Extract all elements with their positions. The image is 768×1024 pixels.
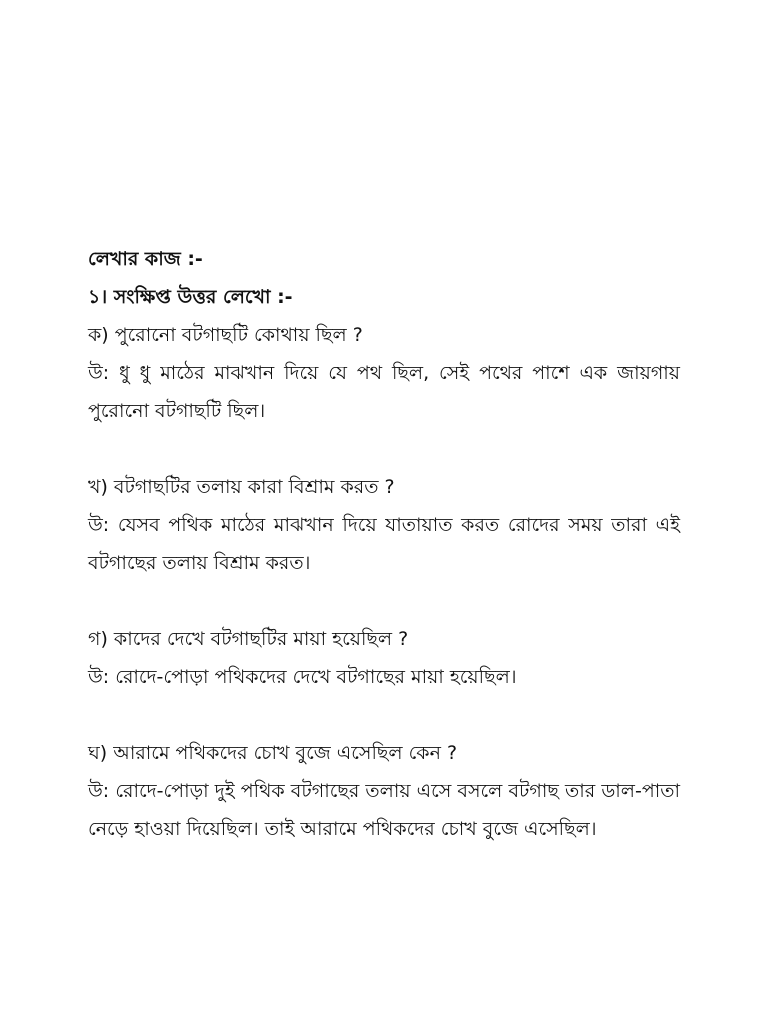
question-text: খ) বটগাছটির তলায় কারা বিশ্রাম করত ? bbox=[88, 476, 395, 498]
spacer bbox=[88, 430, 680, 468]
answer-text: উ: যেসব পথিক মাঠের মাঝখান দিয়ে যাতায়াত করত রোদের সময় তারা এই বটগাছের তলায় বিশ্রাম করত। bbox=[88, 514, 680, 574]
answer-text: উ: রোদে-পোড়া দুই পথিক বটগাছের তলায় এসে বসলে বটগাছ তার ডাল-পাতা নেড়ে হাওয়া দিয়েছিল। তাই আরামে পথিকদের চোখ বুজে এসেছিল। bbox=[88, 780, 680, 840]
spacer bbox=[88, 582, 680, 620]
qa-item bbox=[88, 734, 680, 848]
section-title: লেখার কাজ :- bbox=[88, 248, 203, 270]
qa-item bbox=[88, 316, 680, 430]
subsection-title: ১। সংক্ষিপ্ত উত্তর লেখো :- bbox=[88, 286, 293, 308]
answer-text: উ: ধু ধু মাঠের মাঝখান দিয়ে যে পথ ছিল, সেই পথের পাশে এক জায়গায় পুরোনো বটগাছটি ছিল। bbox=[88, 362, 680, 422]
question-text: ঘ) আরামে পথিকদের চোখ বুজে এসেছিল কেন ? bbox=[88, 742, 458, 764]
question-text: গ) কাদের দেখে বটগাছটির মায়া হয়েছিল ? bbox=[88, 628, 409, 650]
question-text: ক) পুরোনো বটগাছটি কোথায় ছিল ? bbox=[88, 324, 363, 346]
document-page bbox=[88, 240, 680, 848]
qa-item bbox=[88, 468, 680, 582]
spacer bbox=[88, 696, 680, 734]
qa-item bbox=[88, 620, 680, 696]
answer-text: উ: রোদে-পোড়া পথিকদের দেখে বটগাছের মায়া হয়েছিল। bbox=[88, 666, 517, 688]
